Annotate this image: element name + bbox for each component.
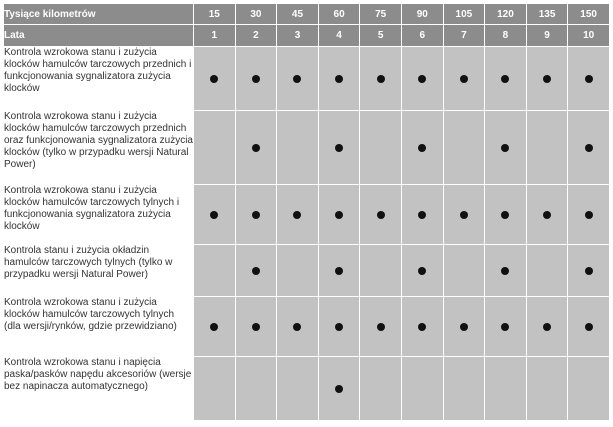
service-dot-icon [543, 211, 551, 219]
service-dot-icon [377, 323, 385, 331]
service-dot-icon [210, 211, 218, 219]
header-km-row-value: 75 [360, 4, 402, 25]
schedule-cell [235, 357, 277, 421]
schedule-cell [318, 245, 360, 297]
header-km-row-value: 105 [443, 4, 485, 25]
service-dot-icon [585, 211, 593, 219]
schedule-cell [277, 245, 319, 297]
table-row [4, 357, 610, 421]
schedule-cell [360, 297, 402, 357]
service-dot-icon [252, 75, 260, 83]
table-row [4, 297, 610, 357]
service-dot-icon [377, 211, 385, 219]
schedule-cell [485, 357, 527, 421]
service-dot-icon [293, 75, 301, 83]
schedule-cell [568, 357, 610, 421]
schedule-cell [443, 185, 485, 245]
schedule-cell [318, 185, 360, 245]
service-dot-icon [585, 144, 593, 152]
schedule-cell [235, 185, 277, 245]
header-km-row-value: 45 [277, 4, 319, 25]
schedule-cell [318, 297, 360, 357]
header-years-row-value: 10 [568, 25, 610, 47]
schedule-cell [277, 185, 319, 245]
service-dot-icon [501, 323, 509, 331]
header-km-row-value: 60 [318, 4, 360, 25]
schedule-cell [443, 111, 485, 185]
schedule-cell [485, 47, 527, 111]
schedule-cell [194, 185, 236, 245]
service-dot-icon [501, 211, 509, 219]
schedule-cell [568, 111, 610, 185]
service-dot-icon [501, 75, 509, 83]
schedule-cell [526, 185, 568, 245]
task-description: Kontrola stanu i zużycia okładzin hamulców tarczowych tylnych (tylko w przypadku wersji Natural Power) [4, 245, 194, 297]
service-dot-icon [293, 211, 301, 219]
schedule-cell [485, 297, 527, 357]
header-years-row-label: Lata [4, 25, 194, 47]
service-dot-icon [252, 144, 260, 152]
schedule-cell [277, 111, 319, 185]
schedule-cell [318, 357, 360, 421]
service-dot-icon [585, 75, 593, 83]
service-dot-icon [335, 323, 343, 331]
schedule-cell [485, 185, 527, 245]
schedule-cell [360, 47, 402, 111]
schedule-cell [568, 245, 610, 297]
header-km-row [4, 4, 610, 25]
service-dot-icon [293, 323, 301, 331]
schedule-cell [526, 297, 568, 357]
schedule-cell [194, 245, 236, 297]
schedule-cell [194, 47, 236, 111]
schedule-cell [235, 297, 277, 357]
service-dot-icon [335, 385, 343, 393]
header-km-row-value: 120 [485, 4, 527, 25]
schedule-cell [568, 185, 610, 245]
schedule-cell [401, 297, 443, 357]
schedule-cell [360, 357, 402, 421]
header-years-row-value: 6 [401, 25, 443, 47]
service-dot-icon [210, 75, 218, 83]
header-years-row-value: 4 [318, 25, 360, 47]
service-dot-icon [585, 323, 593, 331]
schedule-cell [443, 245, 485, 297]
header-years-row [4, 25, 610, 47]
schedule-cell [401, 357, 443, 421]
table-row [4, 185, 610, 245]
service-dot-icon [335, 75, 343, 83]
service-dot-icon [460, 323, 468, 331]
schedule-cell [277, 297, 319, 357]
service-dot-icon [460, 211, 468, 219]
schedule-cell [485, 111, 527, 185]
service-dot-icon [377, 75, 385, 83]
schedule-cell [235, 111, 277, 185]
service-dot-icon [418, 144, 426, 152]
header-km-row-value: 15 [194, 4, 236, 25]
task-description: Kontrola wzrokowa stanu i napięcia paska/pasków napędu akcesoriów (wersje bez napinacza automatycznego) [4, 357, 194, 421]
schedule-cell [235, 47, 277, 111]
schedule-body [4, 4, 610, 421]
service-dot-icon [335, 211, 343, 219]
service-dot-icon [460, 75, 468, 83]
schedule-cell [443, 357, 485, 421]
service-dot-icon [210, 323, 218, 331]
service-dot-icon [418, 211, 426, 219]
service-dot-icon [418, 323, 426, 331]
task-description: Kontrola wzrokowa stanu i zużycia klocków hamulców tarczowych przednich oraz funkcjonowania sygnalizatora zużycia klocków (tylko w przypadku wersji Natural Power) [4, 111, 194, 185]
service-dot-icon [543, 323, 551, 331]
schedule-cell [277, 47, 319, 111]
task-description: Kontrola wzrokowa stanu i zużycia klocków hamulców tarczowych tylnych i funkcjonowania sygnalizatora zużycia klocków [4, 185, 194, 245]
maintenance-schedule-table [3, 3, 610, 421]
schedule-cell [485, 245, 527, 297]
header-km-row-value: 90 [401, 4, 443, 25]
schedule-cell [401, 245, 443, 297]
header-years-row-value: 5 [360, 25, 402, 47]
service-dot-icon [418, 75, 426, 83]
schedule-cell [277, 357, 319, 421]
service-dot-icon [335, 267, 343, 275]
schedule-cell [526, 47, 568, 111]
schedule-cell [526, 111, 568, 185]
schedule-cell [360, 111, 402, 185]
task-description: Kontrola wzrokowa stanu i zużycia klocków hamulców tarczowych tylnych (dla wersji/rynków, gdzie przewidziano) [4, 297, 194, 357]
service-dot-icon [501, 267, 509, 275]
header-years-row-value: 9 [526, 25, 568, 47]
service-dot-icon [335, 144, 343, 152]
header-km-row-label: Tysiące kilometrów [4, 4, 194, 25]
service-dot-icon [252, 211, 260, 219]
schedule-cell [235, 245, 277, 297]
service-dot-icon [252, 323, 260, 331]
schedule-cell [526, 357, 568, 421]
service-dot-icon [252, 267, 260, 275]
header-km-row-value: 30 [235, 4, 277, 25]
header-km-row-value: 150 [568, 4, 610, 25]
service-dot-icon [501, 144, 509, 152]
schedule-cell [526, 245, 568, 297]
table-row [4, 245, 610, 297]
table-row [4, 47, 610, 111]
service-dot-icon [543, 75, 551, 83]
schedule-cell [360, 185, 402, 245]
schedule-cell [443, 47, 485, 111]
service-dot-icon [418, 267, 426, 275]
schedule-cell [194, 111, 236, 185]
schedule-cell [194, 297, 236, 357]
header-km-row-value: 135 [526, 4, 568, 25]
task-description: Kontrola wzrokowa stanu i zużycia klocków hamulców tarczowych przednich i funkcjonowania sygnalizatora zużycia klocków [4, 47, 194, 111]
schedule-cell [401, 185, 443, 245]
schedule-cell [443, 297, 485, 357]
schedule-cell [568, 297, 610, 357]
table-row [4, 111, 610, 185]
schedule-cell [194, 357, 236, 421]
schedule-cell [568, 47, 610, 111]
schedule-cell [401, 47, 443, 111]
schedule-cell [360, 245, 402, 297]
header-years-row-value: 7 [443, 25, 485, 47]
schedule-cell [318, 111, 360, 185]
schedule-cell [401, 111, 443, 185]
service-dot-icon [585, 267, 593, 275]
header-years-row-value: 3 [277, 25, 319, 47]
header-years-row-value: 2 [235, 25, 277, 47]
header-years-row-value: 8 [485, 25, 527, 47]
schedule-cell [318, 47, 360, 111]
header-years-row-value: 1 [194, 25, 236, 47]
